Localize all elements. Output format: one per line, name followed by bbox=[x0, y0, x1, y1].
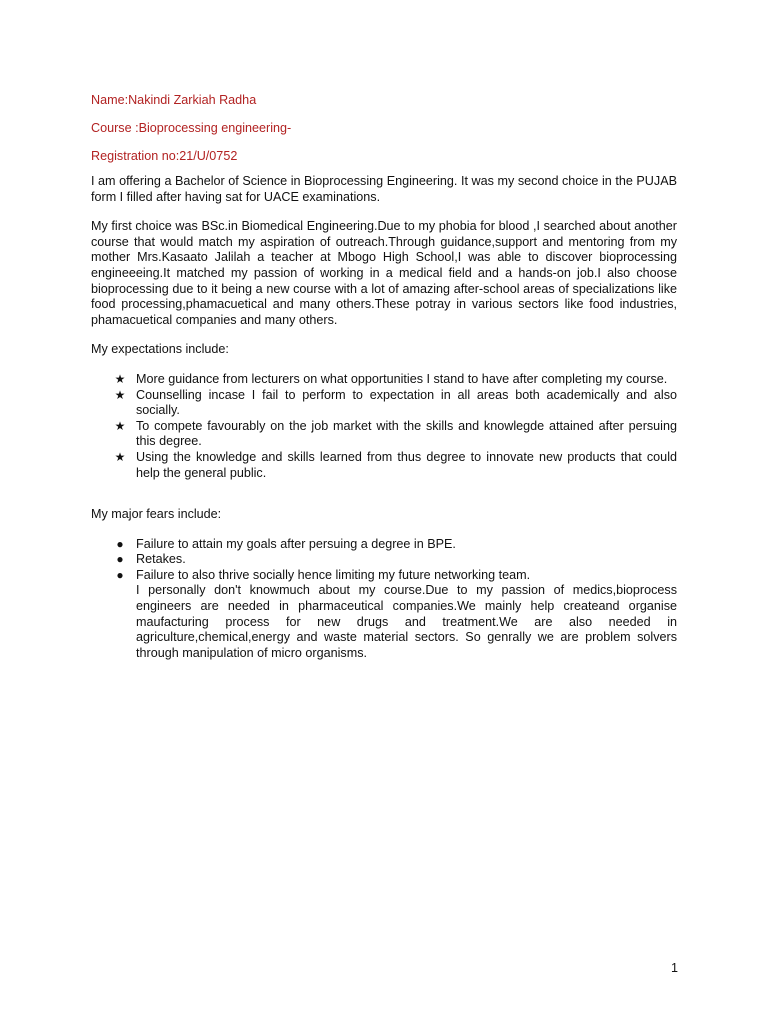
list-item bbox=[91, 388, 677, 419]
list-item bbox=[91, 419, 677, 450]
fear-text: Failure to attain my goals after persuing a degree in BPE. bbox=[136, 536, 456, 551]
star-icon: ★ bbox=[114, 371, 126, 386]
intro-paragraph: I am offering a Bachelor of Science in Bioprocessing Engineering. It was my second choice in the PUJAB form I filled after having sat for UACE examinations. bbox=[91, 174, 677, 204]
expectation-text: Using the knowledge and skills learned from thus degree to innovate new products that could help the general public. bbox=[136, 449, 677, 480]
expectations-list bbox=[91, 372, 677, 481]
spacer bbox=[91, 495, 677, 507]
list-item bbox=[91, 372, 677, 388]
bullet-dot-icon: ● bbox=[116, 536, 124, 551]
fear-text: Failure to also thrive socially hence limiting my future networking team. bbox=[136, 567, 531, 582]
page-number: 1 bbox=[670, 961, 678, 975]
expectation-text: To compete favourably on the job market with the skills and knowlegde attained after persuing this degree. bbox=[136, 418, 677, 449]
list-item bbox=[91, 450, 677, 481]
list-item bbox=[91, 552, 677, 568]
star-icon: ★ bbox=[114, 418, 126, 433]
bullet-dot-icon: ● bbox=[116, 567, 124, 582]
list-item bbox=[91, 537, 677, 553]
fears-list bbox=[91, 537, 677, 662]
fear-text: Retakes. bbox=[136, 552, 186, 567]
fears-heading: My major fears include: bbox=[91, 507, 222, 522]
expectation-text: Counselling incase I fail to perform to expectation in all areas both academically and also socially. bbox=[136, 387, 677, 418]
course-name: Course :Bioprocessing engineering- bbox=[91, 121, 292, 135]
expectation-text: More guidance from lecturers on what opportunities I stand to have after completing my course. bbox=[136, 371, 668, 386]
star-icon: ★ bbox=[114, 387, 126, 402]
first-choice-paragraph: My first choice was BSc.in Biomedical Engineering.Due to my phobia for blood ,I searched about another course that would match my aspiration of outreach.Through guidance,support and mentoring from my mother Mrs.Kasaato Jalilah a teacher at Mbogo High School,I was able to discover bioprocessing engineeeing.It matched my passion of working in a medical field and a hands-on job.I also choose bioprocessing due to it being a new course with a lot of amazing after-school areas of specializations like food processing,phamacuetical and many others.These potray in various sectors like food industries, phamacuetical companies and many others. bbox=[91, 219, 677, 327]
registration-number: Registration no:21/U/0752 bbox=[91, 149, 238, 163]
student-name: Name:Nakindi Zarkiah Radha bbox=[91, 93, 257, 107]
expectations-heading: My expectations include: bbox=[91, 342, 229, 357]
star-icon: ★ bbox=[114, 449, 126, 464]
closing-paragraph: I personally don't knowmuch about my course.Due to my passion of medics,bioprocess engineers are needed in pharmaceutical companies.We mainly help createand organise maufacturing process for new drugs and treatment.We are also needed in agriculture,chemical,energy and waste material sectors. So genrally we are problem solvers through manipulation of micro organisms. bbox=[136, 583, 677, 660]
document-content bbox=[91, 92, 677, 675]
bullet-dot-icon: ● bbox=[116, 552, 124, 567]
list-item bbox=[91, 568, 677, 662]
